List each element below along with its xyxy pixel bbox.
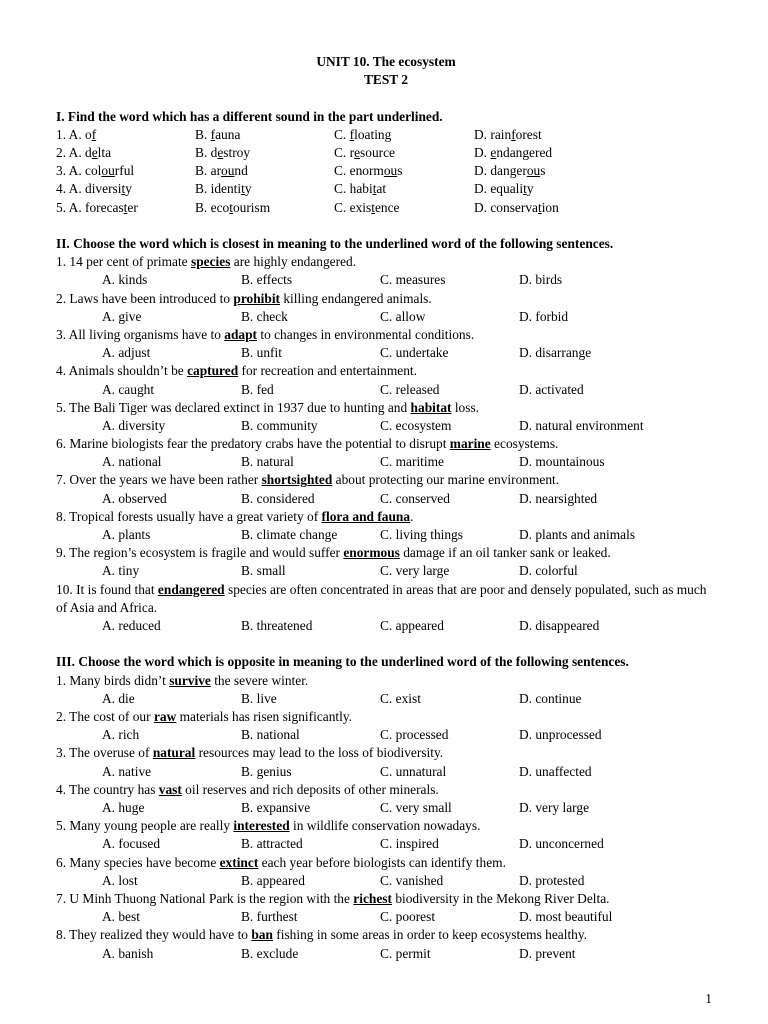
underlined-letters: ou [526,163,541,179]
answer-option: A. rich [102,727,140,743]
answer-option: A. huge [102,800,145,815]
answer-option: D. forbid [519,308,569,324]
unit-title: UNIT 10. The ecosystem [316,54,456,69]
option-text: C. [334,126,350,142]
question-row [56,162,716,180]
underlined-letters: t [241,181,245,197]
option-text: B. identi [195,181,242,197]
underlined-keyword: richest [353,890,392,906]
question-row [56,144,716,162]
answer-option: D. birds [519,272,563,288]
answer-option [474,199,559,217]
answer-option [474,144,552,162]
option-text: loating [354,126,392,142]
underlined-letters: f [349,126,355,142]
underlined-letters: f [511,126,516,142]
stem-text: fishing in some areas in order to keep ecosystems healthy. [272,927,588,943]
answer-option: A. reduced [102,618,161,634]
option-text: s [397,163,403,179]
question-stem [56,672,716,690]
question-stem [56,854,716,872]
question-stem [56,362,716,380]
stem-text: 8. Tropical forests usually have a great variety of [56,508,322,524]
underlined-keyword: interested [233,818,290,834]
options-row [56,726,716,744]
answer-option: B. expansive [241,800,311,815]
stem-text: 4. The country has [56,781,159,797]
stem-text: 2. The cost of our [56,709,154,725]
options-row [56,271,716,289]
option-text: s [540,163,546,179]
stem-text: for recreation and entertainment. [238,363,417,379]
answer-option: C. ecosystem [380,417,452,433]
underlined-keyword: natural [152,745,196,761]
stem-text: 10. It is found that [56,581,158,597]
answer-option: A. national [102,454,162,470]
option-text: orest [515,126,542,142]
option-text: ence [374,199,400,215]
underlined-keyword: extinct [219,854,259,870]
answer-option: A. give [102,308,142,324]
answer-option: D. disappeared [519,618,600,634]
answer-option [195,126,240,144]
option-text: at [376,181,387,197]
options-row [56,490,716,508]
underlined-letters: ou [221,163,235,179]
worksheet-content [56,53,716,963]
options-row [56,908,716,926]
answer-option: A. native [102,763,152,779]
question-stem [56,890,716,908]
answer-option: D. disarrange [519,345,592,361]
question-stem [56,508,716,526]
options-row [56,617,716,635]
answer-option: C. measures [380,272,446,288]
question-stem [56,399,716,417]
underlined-keyword: raw [153,709,177,725]
answer-option [56,126,96,144]
option-text: B. d [195,144,218,160]
answer-option: D. activated [519,381,584,397]
answer-option: C. inspired [380,836,439,852]
option-text: er [127,199,138,215]
options-row [56,945,716,963]
underlined-keyword: ban [251,927,273,943]
stem-text: 9. The region’s ecosystem is fragile and would suffer [56,545,344,561]
option-text: B. [195,126,211,142]
stem-text: resources may lead to the loss of biodiversity. [195,745,444,761]
answer-option [334,126,391,144]
stem-text: each year before biologists can identify them. [258,854,506,870]
underlined-keyword: endangered [157,581,225,597]
answer-option [56,199,138,217]
section-3-heading: III. Choose the word which is opposite in meaning to the underlined word of the following sentences. [56,654,629,670]
answer-option: B. attracted [241,836,303,852]
section-1-heading: I. Find the word which has a different sound in the part underlined. [56,108,443,124]
stem-text: 3. The overuse of [56,745,153,761]
underlined-letters: e [217,144,224,160]
question-stem [56,581,716,617]
answer-option: B. genius [241,763,292,779]
answer-option: C. very large [380,563,450,579]
question-stem [56,781,716,799]
stem-text: 6. Marine biologists fear the predatory crabs have the potential to disrupt [56,436,450,452]
answer-option: B. exclude [241,945,299,961]
answer-option: B. national [241,727,300,743]
answer-option: B. community [241,417,318,433]
answer-option: A. adjust [102,345,151,361]
answer-option: B. considered [241,490,315,506]
question-stem [56,708,716,726]
answer-option: D. natural environment [519,417,644,433]
answer-option: B. live [241,690,277,706]
question-row [56,126,716,144]
answer-option: D. very large [519,800,590,815]
underlined-letters: e [91,144,98,160]
option-text: B. ar [195,163,222,179]
underlined-keyword: marine [449,436,491,452]
options-row [56,562,716,580]
option-text: 2. A. d [56,144,92,160]
underlined-keyword: habitat [410,399,452,415]
underlined-keyword: adapt [224,326,257,342]
answer-option [474,126,542,144]
options-row [56,835,716,853]
question-stem [56,471,716,489]
stem-text: 8. They realized they would have to [56,927,252,943]
answer-option: D. continue [519,690,582,706]
answer-option: C. vanished [380,872,444,888]
answer-option: D. most beautiful [519,909,613,925]
underlined-letters: f [91,126,97,142]
answer-option: C. appeared [380,618,444,634]
stem-text: 1. 14 per cent of primate [56,254,191,270]
underlined-letters: ou [101,163,115,179]
option-text: 1. A. o [56,126,92,142]
answer-option: D. unprocessed [519,727,602,743]
option-text: B. eco [195,199,230,215]
stem-text: oil reserves and rich deposits of other minerals. [181,781,439,797]
option-text: y [526,181,534,197]
answer-option: B. check [241,308,288,324]
stem-text: 5. The Bali Tiger was declared extinct in 1937 due to hunting and [56,399,411,415]
stem-text: to changes in environmental conditions. [257,326,475,342]
stem-text: damage if an oil tanker sank or leaked. [399,545,611,561]
option-text: y [244,181,252,197]
answer-option: B. unfit [241,345,282,361]
options-row [56,417,716,435]
option-text: D. rain [474,126,512,142]
answer-option [195,180,252,198]
answer-option: D. protested [519,872,585,888]
stem-text: 7. Over the years we have been rather [56,472,262,488]
option-text: ndangered [496,144,553,160]
underlined-letters: t [523,181,527,197]
answer-option [334,199,399,217]
answer-option: C. poorest [380,909,436,925]
answer-option [474,162,545,180]
answer-option: C. allow [380,308,426,324]
options-row [56,308,716,326]
option-text: stroy [223,144,251,160]
option-text: auna [215,126,241,142]
test-label: TEST 2 [363,72,409,88]
answer-option: B. appeared [241,872,305,888]
answer-option: B. climate change [241,527,338,543]
question-stem [56,253,716,271]
option-text: 4. A. diversi [56,181,122,197]
underlined-letters: e [490,144,497,160]
answer-option: D. mountainous [519,454,605,470]
answer-option: C. processed [380,727,449,743]
underlined-keyword: captured [187,363,239,379]
stem-text: are highly endangered. [230,254,357,270]
underlined-letters: ou [383,163,398,179]
answer-option: C. living things [380,527,463,543]
option-text: ion [541,199,559,215]
answer-option: A. caught [102,381,155,397]
option-text: 3. A. col [56,163,102,179]
answer-option: D. unconcerned [519,836,604,852]
answer-option [334,162,402,180]
answer-option [195,162,248,180]
options-row [56,763,716,781]
answer-option: C. undertake [380,345,449,361]
option-text: source [360,144,395,160]
answer-option: D. prevent [519,945,576,961]
option-text: C. habi [334,181,373,197]
option-text: rful [114,163,135,179]
answer-option: A. observed [102,490,167,506]
option-text: 5. A. forecas [56,199,124,215]
underlined-keyword: enormous [343,545,400,561]
answer-option [195,144,250,162]
answer-option: A. best [102,909,140,925]
question-stem [56,926,716,944]
section-2-heading: II. Choose the word which is closest in meaning to the underlined word of the following sentences. [56,235,614,251]
stem-text: materials has risen significantly. [176,709,353,725]
stem-text: 7. U Minh Thuong National Park is the region with the [56,890,354,906]
options-row [56,526,716,544]
underlined-letters: e [354,144,361,160]
underlined-keyword: flora and fauna [321,508,411,524]
answer-option: C. permit [380,945,431,961]
answer-option [334,180,386,198]
stem-text: 4. Animals shouldn’t be [56,363,188,379]
question-stem [56,435,716,453]
underlined-letters: t [371,199,375,215]
stem-text: 3. All living organisms have to [56,326,225,342]
stem-text: about protecting our marine environment. [332,472,560,488]
underlined-letters: f [210,126,216,142]
question-row [56,180,716,198]
stem-text: 6. Many species have become [56,854,220,870]
options-row [56,453,716,471]
option-text: D. equali [474,181,524,197]
question-stem [56,744,716,762]
underlined-keyword: prohibit [233,290,281,306]
option-text: D. [474,144,491,160]
answer-option: A. focused [102,836,161,852]
option-text: nd [234,163,248,179]
stem-text: ecosystems. [490,436,559,452]
question-stem [56,544,716,562]
option-text: D. danger [474,163,527,179]
answer-option [56,180,132,198]
answer-option [334,144,395,162]
option-text: ourism [232,199,271,215]
answer-option: A. tiny [102,563,140,579]
options-row [56,690,716,708]
option-text: C. exis [334,199,372,215]
answer-option: A. diversity [102,417,166,433]
answer-option: B. threatened [241,618,313,634]
answer-option: C. exist [380,690,421,706]
option-text: C. r [334,144,355,160]
answer-option: B. fed [241,381,274,397]
stem-text: in wildlife conservation nowadays. [289,818,481,834]
answer-option: A. kinds [102,272,148,288]
stem-text: loss. [451,399,480,415]
underlined-letters: t [229,199,233,215]
option-text: y [125,181,132,197]
underlined-letters: t [121,181,126,197]
answer-option: B. small [241,563,286,579]
answer-option: D. colorful [519,563,578,579]
answer-option: C. released [380,381,440,397]
question-row [56,199,716,217]
answer-option: D. plants and animals [519,527,636,543]
underlined-letters: t [123,199,128,215]
section-3 [56,653,716,962]
option-text: D. conserva [474,199,538,215]
stem-text: species are often concentrated in areas that are poor and densely populated, such as much of Asia and Africa. [56,581,707,615]
underlined-letters: t [372,181,377,197]
options-row [56,381,716,399]
stem-text: . [410,508,414,524]
underlined-keyword: vast [158,781,182,797]
answer-option: A. plants [102,527,151,543]
stem-text: 5. Many young people are really [56,818,234,834]
stem-text: 2. Laws have been introduced to [56,290,234,306]
options-row [56,872,716,890]
answer-option: C. unnatural [380,763,447,779]
stem-text: 1. Many birds didn’t [56,672,170,688]
underlined-letters: t [537,199,542,215]
underlined-keyword: survive [169,672,211,688]
answer-option: C. maritime [380,454,444,470]
answer-option [56,162,134,180]
option-text: C. enorm [334,163,384,179]
question-stem [56,817,716,835]
answer-option [56,144,111,162]
answer-option: A. die [102,690,135,706]
answer-option: D. nearsighted [519,490,598,506]
section-2 [56,235,716,635]
answer-option [474,180,534,198]
answer-option: A. lost [102,872,138,888]
options-row [56,344,716,362]
section-1 [56,108,716,217]
answer-option: C. very small [380,800,452,815]
question-stem [56,326,716,344]
question-stem [56,290,716,308]
answer-option: B. effects [241,272,293,288]
answer-option: A. banish [102,945,154,961]
answer-option: C. conserved [380,490,450,506]
options-row [56,799,716,817]
option-text: lta [97,144,112,160]
stem-text: biodiversity in the Mekong River Delta. [391,890,610,906]
answer-option: B. natural [241,454,294,470]
underlined-keyword: shortsighted [261,472,333,488]
answer-option: D. unaffected [519,763,592,779]
page-number: 1 [705,991,712,1006]
underlined-keyword: species [190,254,231,270]
answer-option [195,199,270,217]
stem-text: killing endangered animals. [280,290,432,306]
answer-option: B. furthest [241,909,298,925]
stem-text: the severe winter. [210,672,309,688]
